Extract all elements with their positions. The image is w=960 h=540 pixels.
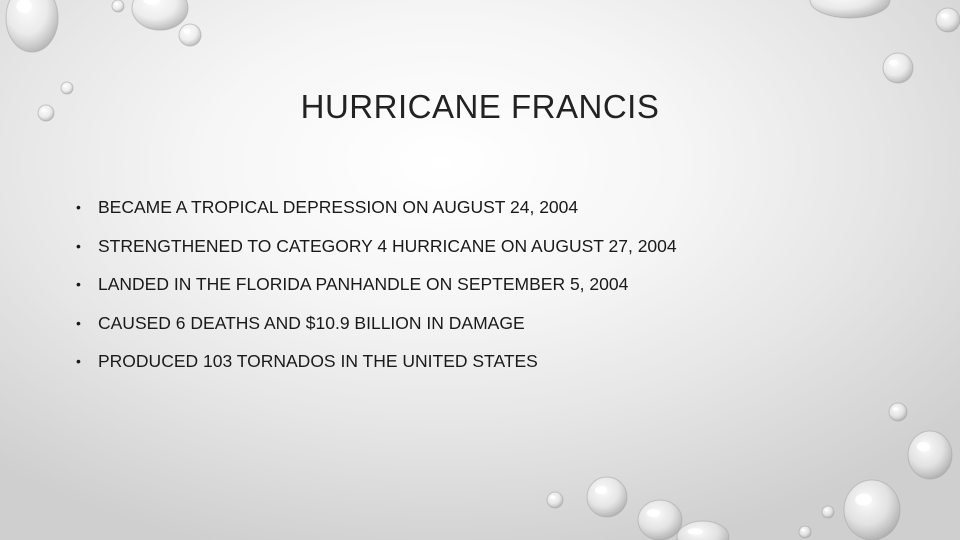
water-drop-icon — [587, 477, 627, 517]
bullet-text: LANDED IN THE FLORIDA PANHANDLE ON SEPTEMBER 5, 2004 — [98, 274, 629, 294]
bullet-dot-icon: • — [76, 276, 81, 292]
bullet-text: BECAME A TROPICAL DEPRESSION ON AUGUST 24, 2004 — [98, 197, 579, 217]
bullet-dot-icon: • — [76, 199, 81, 215]
water-drop-highlight — [647, 509, 660, 517]
bullet-text: STRENGTHENED TO CATEGORY 4 HURRICANE ON AUGUST 27, 2004 — [98, 235, 677, 256]
water-drop-highlight — [801, 529, 805, 531]
water-drop-highlight — [917, 442, 930, 452]
water-drop-highlight — [824, 509, 828, 511]
water-drop-highlight — [550, 496, 555, 499]
water-drop-highlight — [595, 486, 607, 494]
bullet-item — [76, 229, 677, 268]
water-drop-icon — [547, 492, 563, 508]
water-drop-icon — [844, 480, 900, 540]
water-drop-icon — [810, 0, 890, 18]
water-drop-icon — [799, 526, 811, 538]
water-drop-highlight — [941, 13, 948, 18]
bullet-item — [76, 190, 677, 229]
water-drop-icon — [6, 0, 58, 52]
water-drop-icon — [883, 53, 913, 83]
bullet-item — [76, 267, 677, 306]
bullet-item — [76, 306, 677, 345]
bullet-list — [76, 190, 677, 383]
bullet-text: CAUSED 6 DEATHS AND $10.9 BILLION IN DAMAGE — [98, 312, 525, 333]
slide-title-text: HURRICANE FRANCIS — [300, 88, 660, 125]
water-drop-highlight — [855, 494, 872, 506]
water-drop-highlight — [183, 29, 190, 33]
water-drop-highlight — [893, 407, 898, 411]
water-drop-icon — [132, 0, 188, 30]
water-drop-icon — [822, 506, 834, 518]
water-drop-icon — [936, 8, 960, 32]
water-drop-highlight — [687, 528, 703, 534]
water-drop-icon — [908, 431, 952, 479]
water-drop-icon — [112, 0, 124, 12]
bullet-dot-icon: • — [76, 314, 81, 331]
water-drop-icon — [638, 500, 682, 540]
slide-title — [0, 88, 960, 126]
water-drop-icon — [889, 403, 907, 421]
bullet-dot-icon: • — [76, 353, 81, 369]
water-drop-highlight — [63, 85, 67, 87]
water-drop-highlight — [114, 3, 118, 5]
water-drop-icon — [179, 24, 201, 46]
bullet-text: PRODUCED 103 TORNADOS IN THE UNITED STATES — [98, 351, 538, 371]
water-drop-highlight — [889, 60, 898, 66]
bullet-item — [76, 344, 677, 383]
water-drop-icon — [677, 521, 729, 540]
bullet-dot-icon: • — [76, 237, 81, 254]
